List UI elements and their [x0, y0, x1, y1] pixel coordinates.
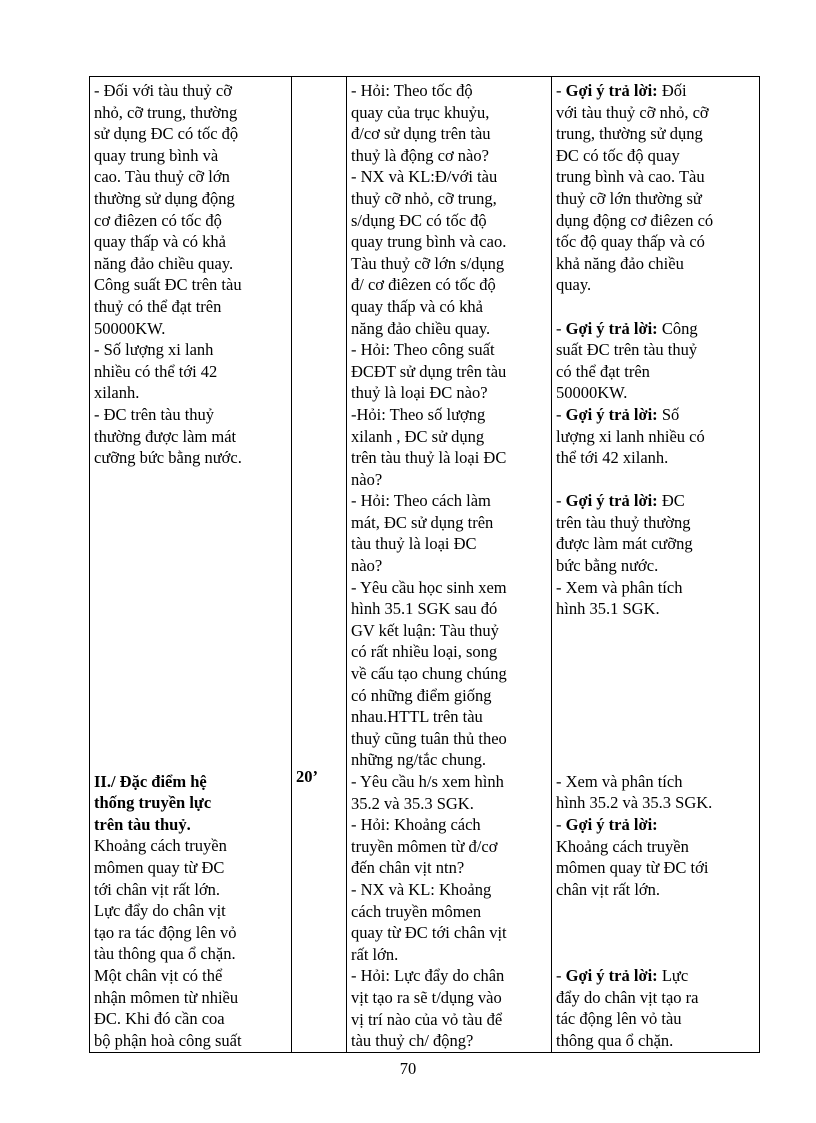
- teacher-line: tàu thuỷ là loại ĐC: [351, 534, 477, 554]
- answer-line: đẩy do chân vịt tạo ra: [556, 987, 699, 1007]
- answer-line: bức bằng nước.: [556, 556, 659, 576]
- lesson-table: [89, 76, 760, 1053]
- content-line: Công suất ĐC trên tàu: [94, 275, 242, 295]
- answer-line: tốc độ quay thấp và có: [556, 232, 705, 252]
- content-line: 50000KW.: [94, 318, 166, 338]
- answer-text: Số: [661, 404, 680, 424]
- teacher-line: - NX và KL: Khoảng: [351, 879, 492, 899]
- answer-5: [556, 577, 755, 620]
- content-lines: [94, 80, 287, 469]
- teacher-line: thuỷ cỡ nhỏ, cỡ trung,: [351, 188, 497, 208]
- answer-line: lượng xi lanh nhiều có: [556, 426, 705, 446]
- answer-lead: - Gợi ý trả lời: Lực: [556, 966, 689, 986]
- teacher-line: rất lớn.: [351, 944, 399, 964]
- time-label: 20’: [296, 767, 318, 786]
- content-line: Lực đẩy do chân vịt: [94, 901, 226, 921]
- answer-lead: - Gợi ý trả lời: Công: [556, 318, 698, 338]
- teacher-line: - Hỏi: Theo cách làm: [351, 491, 491, 511]
- answer-line: - Xem và phân tích: [556, 771, 683, 791]
- teacher-line: có những điểm giống: [351, 685, 492, 705]
- teacher-line: năng đảo chiều quay.: [351, 318, 491, 338]
- teacher-line: GV kết luận: Tàu thuỷ: [351, 620, 499, 640]
- answer-line: trung bình và cao. Tàu: [556, 167, 705, 187]
- content-line: sử dụng ĐC có tốc độ: [94, 124, 239, 144]
- content-line: ĐC. Khi đó cần coa: [94, 1009, 225, 1029]
- teacher-line: đến chân vịt ntn?: [351, 858, 465, 878]
- hint-label: Gợi ý trả lời:: [565, 81, 658, 100]
- content-line: thường sử dụng động: [94, 188, 235, 208]
- answer-line: có thể đạt trên: [556, 361, 650, 381]
- teacher-line: vịt tạo ra sẽ t/dụng vào: [351, 987, 502, 1007]
- answer-3: [556, 404, 755, 469]
- teacher-line: - Hỏi: Theo tốc độ: [351, 81, 473, 100]
- answer-text: Đối: [661, 81, 687, 100]
- content-column: [90, 77, 292, 1053]
- teacher-line: - Yêu cầu h/s xem hình: [351, 772, 504, 791]
- answer-lead: - Gợi ý trả lời: Số: [556, 404, 680, 424]
- section-heading-line: trên tàu thuỷ.: [94, 814, 191, 834]
- content-line: tới chân vịt rất lớn.: [94, 879, 221, 899]
- teacher-line: truyền mômen từ đ/cơ: [351, 836, 498, 856]
- content-line: cao. Tàu thuỷ cỡ lớn: [94, 167, 230, 187]
- answer-lead: - Gợi ý trả lời:: [556, 815, 658, 835]
- content-line: - Đối với tàu thuỷ cỡ: [94, 81, 232, 100]
- content-line: nhiều có thể tới 42: [94, 361, 218, 381]
- section-content: [94, 835, 287, 1051]
- content-line: mômen quay từ ĐC: [94, 858, 225, 878]
- answer-line: - Xem và phân tích: [556, 577, 683, 597]
- answer-line: suất ĐC trên tàu thuỷ: [556, 340, 698, 360]
- content-line: năng đảo chiều quay.: [94, 253, 234, 273]
- teacher-line: nhau.HTTL trên tàu: [351, 707, 483, 727]
- teacher-line: có rất nhiều loại, song: [351, 642, 498, 662]
- teacher-line: những ng/tắc chung.: [351, 750, 486, 770]
- teacher-line: tàu thuỷ ch/ động?: [351, 1031, 474, 1051]
- answer-lead: - Gợi ý trả lời: ĐC: [556, 491, 685, 511]
- teacher-line: ĐCĐT sử dụng trên tàu: [351, 361, 507, 381]
- answer-text: ĐC: [661, 491, 685, 511]
- content-line: Khoảng cách truyền: [94, 836, 227, 856]
- answer-2: [556, 318, 755, 404]
- section-heading-line: thống truyền lực: [94, 793, 212, 813]
- time-column: [292, 77, 347, 1053]
- teacher-line: - Hỏi: Lực đẩy do chân: [351, 966, 505, 986]
- answer-line: với tàu thuỷ cỡ nhỏ, cỡ: [556, 102, 709, 122]
- teacher-line: đ/cơ sử dụng trên tàu: [351, 124, 491, 144]
- teacher-line: s/dụng ĐC có tốc độ: [351, 210, 487, 230]
- hint-label: Gợi ý trả lời:: [565, 815, 658, 835]
- answer-line: ĐC có tốc độ quay: [556, 145, 680, 165]
- teacher-line: quay thấp và có khả: [351, 296, 483, 316]
- teacher-line: nào?: [351, 469, 383, 489]
- content-line: quay trung bình và: [94, 145, 219, 165]
- answer-1: [556, 80, 755, 296]
- spacer: [556, 469, 755, 491]
- answer-line: mômen quay từ ĐC tới: [556, 858, 709, 878]
- content-line: tàu thông qua ổ chặn.: [94, 944, 236, 964]
- answer-line: dụng động cơ điêzen có: [556, 210, 714, 230]
- teacher-line: - NX và KL:Đ/với tàu: [351, 167, 498, 187]
- content-line: bộ phận hoà công suất: [94, 1030, 242, 1050]
- answer-line: thể tới 42 xilanh.: [556, 448, 669, 468]
- teacher-line: cách truyền mômen: [351, 901, 482, 921]
- teacher-line: hình 35.1 SGK sau đó: [351, 599, 498, 619]
- answer-line: tác động lên vỏ tàu: [556, 1009, 682, 1029]
- answer-line: 50000KW.: [556, 383, 628, 403]
- teacher-line: thuỷ là động cơ nào?: [351, 145, 489, 165]
- content-line: tạo ra tác động lên vỏ: [94, 922, 237, 942]
- answer-7: [556, 814, 755, 900]
- teacher-line: - Hỏi: Theo công suất: [351, 340, 495, 360]
- content-line: nhận mômen từ nhiều: [94, 987, 239, 1007]
- teacher-line: trên tàu thuỷ là loại ĐC: [351, 448, 507, 468]
- answer-line: hình 35.2 và 35.3 SGK.: [556, 793, 713, 813]
- teacher-line: về cấu tạo chung chúng: [351, 664, 507, 684]
- spacer: [94, 469, 287, 771]
- teacher-line: xilanh , ĐC sử dụng: [351, 426, 485, 446]
- answer-4: [556, 490, 755, 576]
- answer-line: khả năng đảo chiều: [556, 253, 684, 273]
- teacher-line: quay trung bình và cao.: [351, 232, 507, 252]
- content-line: thường được làm mát: [94, 426, 237, 446]
- hint-label: Gợi ý trả lời:: [565, 966, 658, 986]
- teacher-line: thuỷ là loại ĐC nào?: [351, 383, 488, 403]
- teacher-line: vị trí nào của vỏ tàu để: [351, 1009, 503, 1029]
- answer-line: được làm mát cưỡng: [556, 534, 693, 554]
- content-line: - ĐC trên tàu thuỷ: [94, 404, 215, 424]
- answer-line: thuỷ cỡ lớn thường sử: [556, 188, 702, 208]
- teacher-line: Tàu thuỷ cỡ lớn s/dụng: [351, 253, 505, 273]
- spacer: [556, 296, 755, 318]
- teacher-activity-column: [347, 77, 552, 1053]
- answer-line: hình 35.1 SGK.: [556, 599, 660, 619]
- hint-label: Gợi ý trả lời:: [565, 318, 658, 338]
- teacher-line: quay từ ĐC tới chân vịt: [351, 923, 507, 943]
- answer-line: chân vịt rất lớn.: [556, 879, 661, 899]
- teacher-line: - Yêu cầu học sinh xem: [351, 577, 507, 597]
- content-line: cưỡng bức bằng nước.: [94, 448, 242, 468]
- spacer: [296, 80, 342, 766]
- content-line: xilanh.: [94, 383, 140, 403]
- content-line: quay thấp và có khả: [94, 232, 226, 252]
- teacher-line: mát, ĐC sử dụng trên: [351, 512, 494, 532]
- spacer: [556, 620, 755, 771]
- content-line: cơ điêzen có tốc độ: [94, 210, 222, 230]
- hint-label: Gợi ý trả lời:: [565, 404, 658, 424]
- answer-line: thông qua ổ chặn.: [556, 1030, 674, 1050]
- content-line: Một chân vịt có thể: [94, 966, 223, 986]
- teacher-line: nào?: [351, 556, 383, 576]
- teacher-line: thuỷ cũng tuân thủ theo: [351, 728, 507, 748]
- answer-8: [556, 965, 755, 1051]
- teacher-line: 35.2 và 35.3 SGK.: [351, 793, 474, 813]
- page-number: 70: [399, 1059, 417, 1078]
- table-row: [90, 77, 760, 1053]
- answer-text: Công: [661, 318, 698, 338]
- answer-line: quay.: [556, 275, 592, 295]
- content-line: nhỏ, cỡ trung, thường: [94, 102, 238, 122]
- teacher-line: quay của trục khuỷu,: [351, 102, 490, 122]
- answer-text: Lực: [661, 966, 689, 986]
- student-activity-column: [552, 77, 760, 1053]
- answer-line: Khoảng cách truyền: [556, 836, 689, 856]
- teacher-line: -Hỏi: Theo số lượng: [351, 404, 486, 424]
- content-line: - Số lượng xi lanh: [94, 340, 214, 360]
- hint-label: Gợi ý trả lời:: [565, 491, 658, 511]
- answer-line: trung, thường sử dụng: [556, 124, 703, 144]
- spacer: [556, 900, 755, 965]
- section-heading-line: II./ Đặc điểm hệ: [94, 771, 207, 791]
- section-heading: [94, 771, 287, 836]
- answer-line: trên tàu thuỷ thường: [556, 512, 691, 532]
- answer-6: [556, 771, 755, 814]
- answer-lead: - Gợi ý trả lời: Đối: [556, 81, 687, 100]
- teacher-line: đ/ cơ điêzen có tốc độ: [351, 275, 496, 295]
- content-line: thuỷ có thể đạt trên: [94, 296, 222, 316]
- teacher-line: - Hỏi: Khoảng cách: [351, 815, 481, 835]
